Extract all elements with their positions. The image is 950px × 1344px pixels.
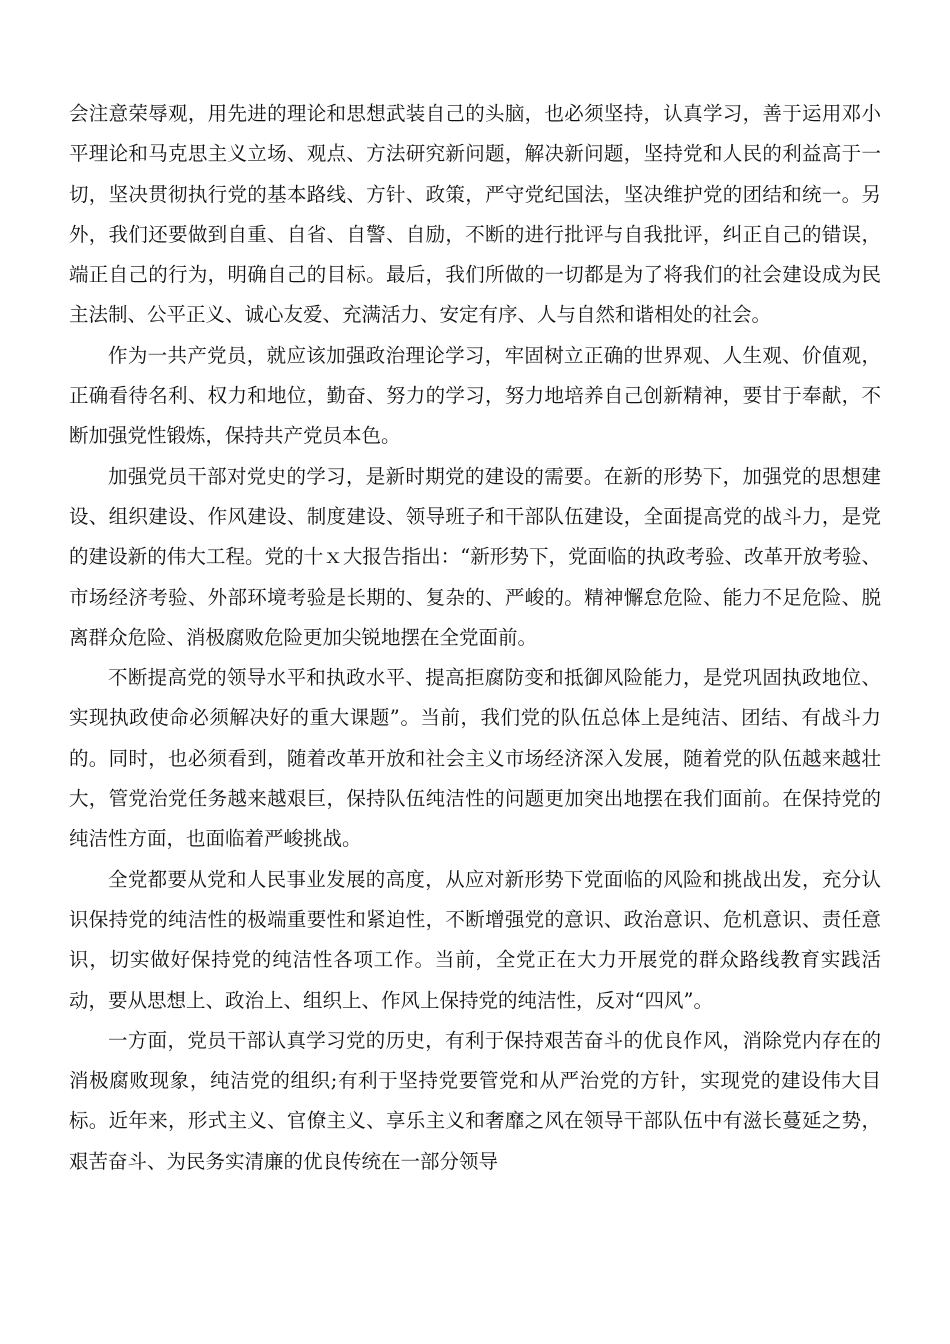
paragraph-5: 全党都要从党和人民事业发展的高度，从应对新形势下党面临的风险和挑战出发，充分认识保持党的纯洁性的极端重要性和紧迫性，不断增强党的意识、政治意识、危机意识、责任意识，切实做好保持党的纯洁性各项工作。当前，全党正在大力开展党的群众路线教育实践活动，要从思想上、政治上、组织上、作风上保持党的纯洁性，反对“四风”。 [69,867,881,1012]
paragraph-2: 作为一共产党员，就应该加强政治理论学习，牢固树立正确的世界观、人生观、价值观，正确看待名利、权力和地位，勤奋、努力的学习，努力地培养自己创新精神，要甘于奉献，不断加强党性锻炼，保持共产党员本色。 [69,343,881,448]
paragraph-3: 加强党员干部对党史的学习，是新时期党的建设的需要。在新的形势下，加强党的思想建设、组织建设、作风建设、制度建设、领导班子和干部队伍建设，全面提高党的战斗力，是党的建设新的伟大工程。党的十ｘ大报告指出：“新形势下，党面临的执政考验、改革开放考验、市场经济考验、外部环境考验是长期的、复杂的、严峻的。精神懈怠危险、能力不足危险、脱离群众危险、消极腐败危险更加尖锐地摆在全党面前。 [69,464,881,649]
paragraph-6: 一方面，党员干部认真学习党的历史，有利于保持艰苦奋斗的优良作风，消除党内存在的消极腐败现象，纯洁党的组织;有利于坚持党要管党和从严治党的方针，实现党的建设伟大目标。近年来，形式主义、官僚主义、享乐主义和奢靡之风在领导干部队伍中有滋长蔓延之势，艰苦奋斗、为民务实清廉的优良传统在一部分领导 [69,1028,881,1173]
document-body [69,94,881,1182]
paragraph-4: 不断提高党的领导水平和执政水平、提高拒腐防变和抵御风险能力，是党巩固执政地位、实现执政使命必须解决好的重大课题”。当前，我们党的队伍总体上是纯洁、团结、有战斗力的。同时，也必须看到，随着改革开放和社会主义市场经济深入发展，随着党的队伍越来越壮大，管党治党任务越来越艰巨，保持队伍纯洁性的问题更加突出地摆在我们面前。在保持党的纯洁性方面，也面临着严峻挑战。 [69,666,881,851]
paragraph-1: 会注意荣辱观，用先进的理论和思想武装自己的头脑，也必须坚持，认真学习，善于运用邓小平理论和马克思主义立场、观点、方法研究新问题，解决新问题，坚持党和人民的利益高于一切，坚决贯彻执行党的基本路线、方针、政策，严守党纪国法，坚决维护党的团结和统一。另外，我们还要做到自重、自省、自警、自励，不断的进行批评与自我批评，纠正自己的错误，端正自己的行为，明确自己的目标。最后，我们所做的一切都是为了将我们的社会建设成为民主法制、公平正义、诚心友爱、充满活力、安定有序、人与自然和谐相处的社会。 [69,102,881,327]
